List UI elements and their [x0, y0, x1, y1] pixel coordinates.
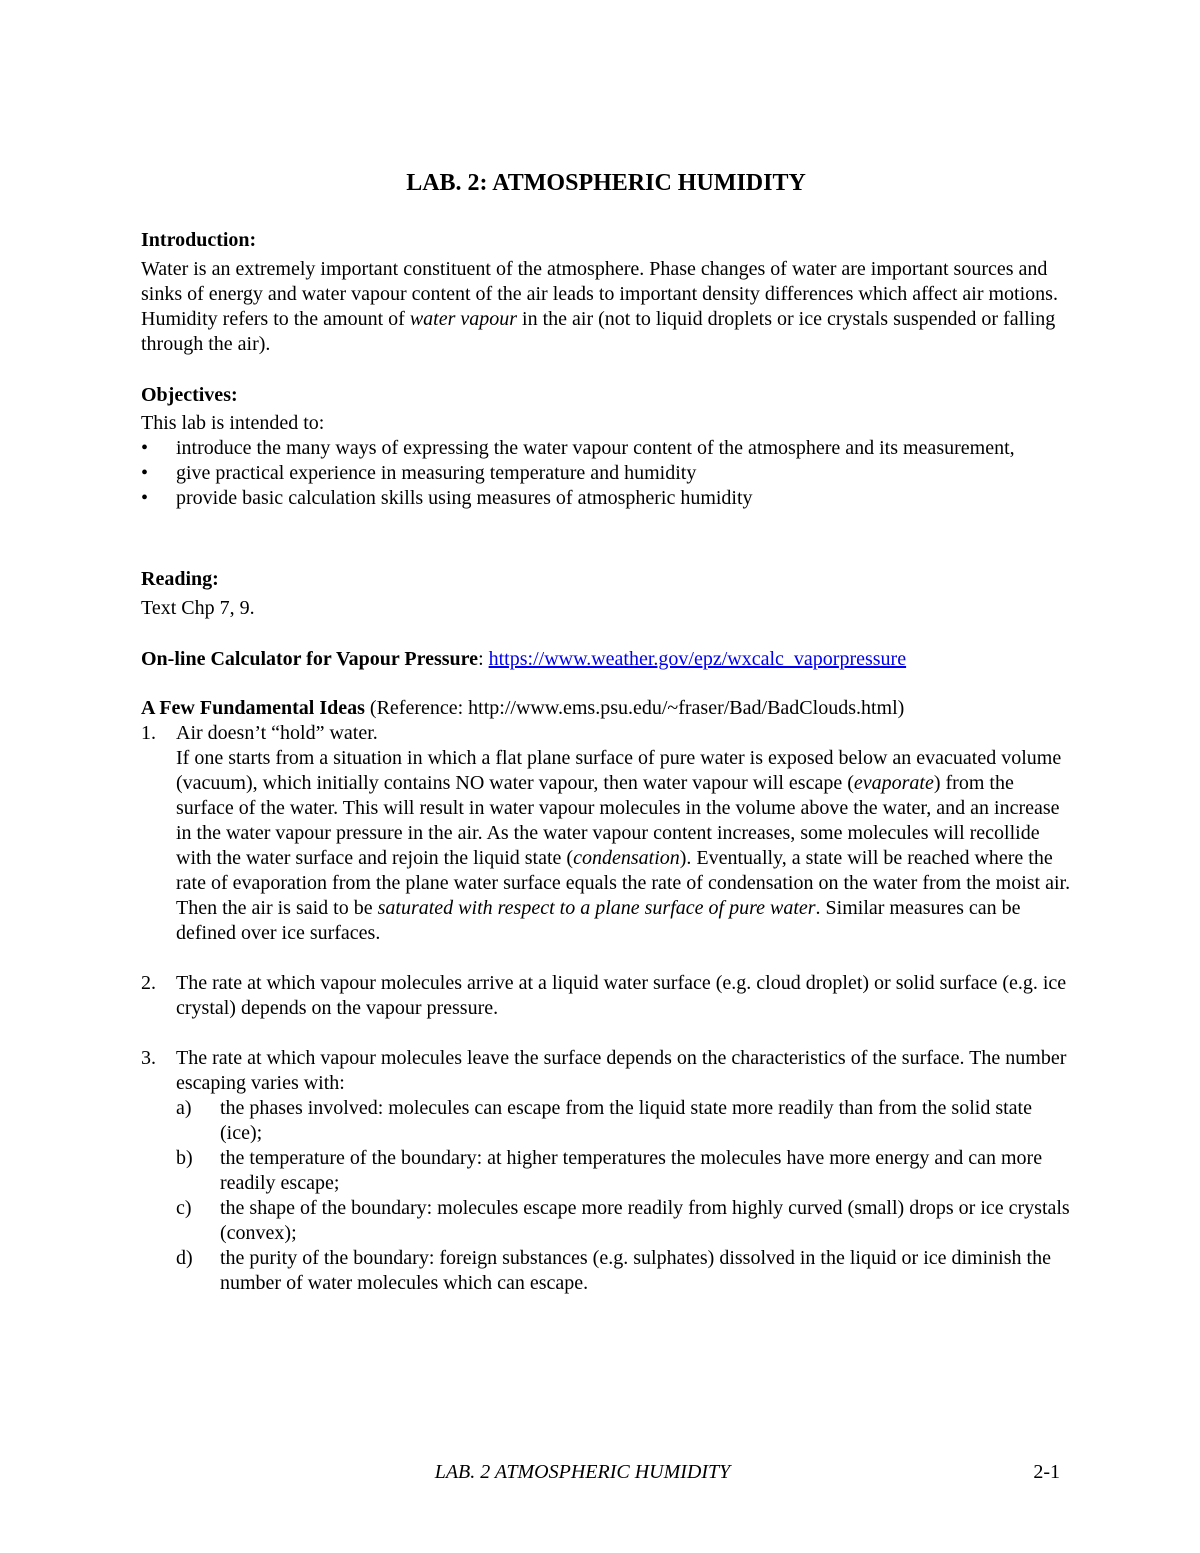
bullet-icon: •: [141, 462, 149, 484]
introduction-section: [141, 228, 1071, 357]
calculator-separator: :: [478, 648, 489, 670]
bullet-icon: •: [141, 437, 149, 459]
vapour-pressure-calculator-link[interactable]: https://www.weather.gov/epz/wxcalc_vaporpressure: [488, 648, 907, 670]
objectives-list: [141, 436, 1071, 511]
fundamental-item-3: [141, 1046, 1071, 1296]
objective-text: provide basic calculation skills using measures of atmospheric humidity: [176, 487, 753, 509]
sub-item-text: the shape of the boundary: molecules escape more readily from highly curved (small) drops or ice crystals (convex);: [220, 1197, 1070, 1244]
fundamentals-section: [141, 696, 1071, 1296]
sub-item-text: the purity of the boundary: foreign substances (e.g. sulphates) dissolved in the liquid or ice diminish the number of water molecules which can escape.: [220, 1247, 1051, 1294]
objective-text: give practical experience in measuring temperature and humidity: [176, 462, 697, 484]
item-number: 2.: [141, 972, 156, 994]
condensation-emphasis: condensation: [573, 847, 680, 869]
item-3-text: The rate at which vapour molecules leave the surface depends on the characteristics of the surface. The number escaping varies with:: [176, 1047, 1067, 1094]
sub-item-letter: c): [176, 1197, 192, 1219]
item-1-text-part: . Similar measures can be defined over ice surfaces.: [176, 897, 1021, 944]
list-item: [141, 486, 1071, 511]
page-title: LAB. 2: ATMOSPHERIC HUMIDITY: [406, 170, 806, 196]
sub-item-letter: a): [176, 1097, 192, 1119]
fundamental-item-2: [141, 971, 1071, 1021]
saturated-emphasis: saturated with respect to a plane surface of pure water: [377, 897, 816, 919]
reading-text: Text Chp 7, 9.: [141, 597, 255, 619]
objective-text: introduce the many ways of expressing the water vapour content of the atmosphere and its measurement,: [176, 437, 1015, 459]
item-2-text: The rate at which vapour molecules arrive at a liquid water surface (e.g. cloud droplet) or solid surface (e.g. ice crystal) depends on the vapour pressure.: [176, 972, 1067, 1019]
item-1-text-part: If one starts from a situation in which a flat plane surface of pure water is exposed below an evacuated volume (vacuum), which initially contains NO water vapour, then water vapour will escape (: [176, 747, 1062, 794]
objectives-section: [141, 383, 1071, 511]
fundamental-item-1: [141, 721, 1071, 946]
introduction-text-part: in the air (not to liquid droplets or ice crystals suspended or falling through the air).: [141, 308, 1056, 355]
list-item: [141, 436, 1071, 461]
item-number: 1.: [141, 722, 156, 744]
sub-item-d: [176, 1246, 1071, 1296]
sub-item-letter: b): [176, 1147, 193, 1169]
objectives-intro: This lab is intended to:: [141, 412, 325, 434]
sub-item-text: the temperature of the boundary: at higher temperatures the molecules have more energy and can more readily escape;: [220, 1147, 1043, 1194]
sub-item-c: [176, 1196, 1071, 1246]
introduction-text: [141, 257, 1071, 357]
fundamentals-heading: A Few Fundamental Ideas: [141, 697, 365, 719]
page-number: 2-1: [1033, 1461, 1060, 1483]
item-1-first-line: Air doesn’t “hold” water.: [176, 722, 378, 744]
item-1-text-part: ). Eventually, a state will be reached where the rate of evaporation from the plane water surface equals the rate of condensation on the water from the moist air. Then the air is said to be: [176, 847, 1071, 919]
item-number: 3.: [141, 1047, 156, 1069]
sub-item-text: the phases involved: molecules can escape from the liquid state more readily than from the solid state (ice);: [220, 1097, 1032, 1144]
fundamentals-heading-line: [141, 696, 1071, 721]
list-item: [141, 461, 1071, 486]
introduction-text-part: Water is an extremely important constituent of the atmosphere. Phase changes of water are important sources and sinks of energy and water vapour content of the air leads to important density differences which affect air motions. Humidity refers to the amount of: [141, 258, 1058, 330]
fundamentals-reference: (Reference: http://www.ems.psu.edu/~fraser/Bad/BadClouds.html): [364, 697, 905, 719]
sub-item-letter: d): [176, 1247, 193, 1269]
evaporate-emphasis: evaporate: [853, 772, 934, 794]
sub-item-a: [176, 1096, 1071, 1146]
item-1-body: [176, 746, 1071, 946]
objectives-heading: Objectives:: [141, 384, 238, 406]
introduction-heading: Introduction:: [141, 229, 257, 251]
reading-heading: Reading:: [141, 568, 219, 590]
calculator-line: [141, 647, 1071, 672]
item-1-text-part: ) from the surface of the water. This will result in water vapour molecules in the volume above the water, and an increase in the water vapour pressure in the air. As the water vapour content increases, some molecules will recollide with the water surface and rejoin the liquid state (: [176, 772, 1060, 869]
footer-title: LAB. 2 ATMOSPHERIC HUMIDITY: [434, 1461, 731, 1483]
calculator-section: [141, 647, 1071, 672]
reading-section: [141, 567, 1071, 621]
bullet-icon: •: [141, 487, 149, 509]
sub-item-b: [176, 1146, 1071, 1196]
calculator-label: On-line Calculator for Vapour Pressure: [141, 648, 479, 670]
water-vapour-emphasis: water vapour: [409, 308, 518, 330]
